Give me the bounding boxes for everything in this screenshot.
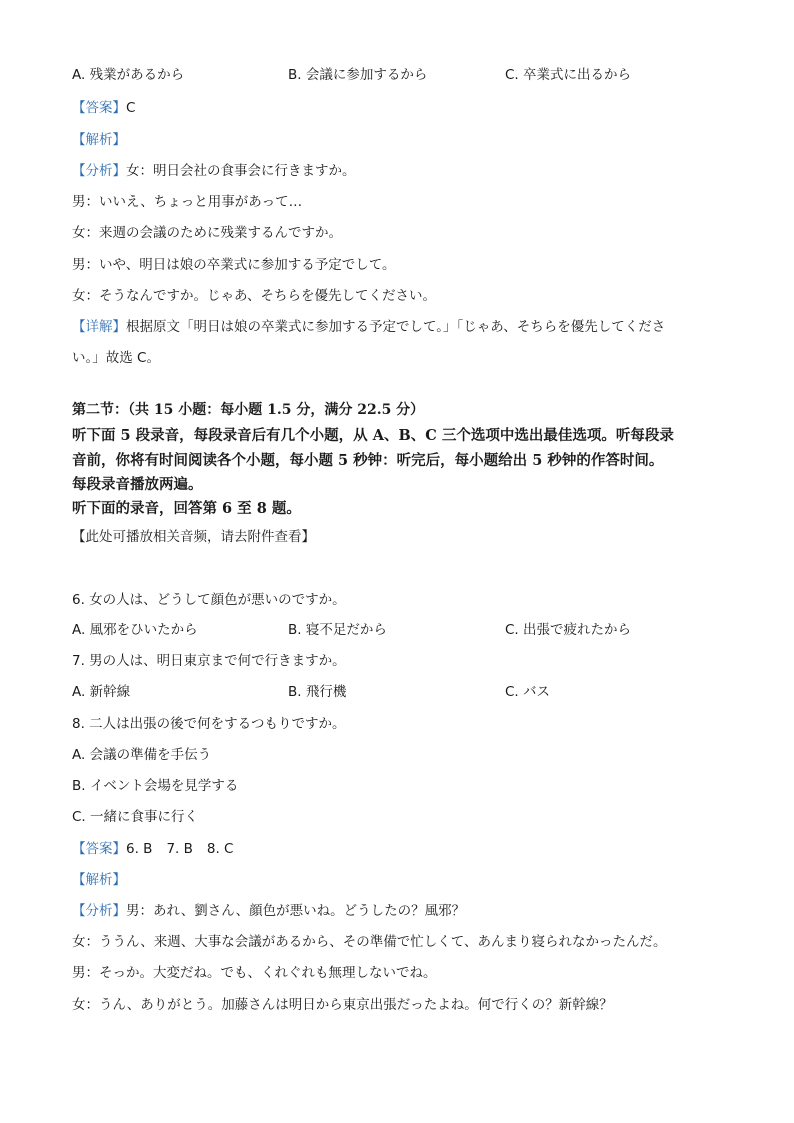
answer-tag: 【答案】: [72, 100, 126, 116]
detail-tag: 【详解】: [72, 319, 126, 335]
detail-text: 根据原文「明日は娘の卒業式に参加する予定でして。」「じゃあ、そちらを優先してくださ: [126, 319, 666, 335]
q5-option-c: C. 卒業式に出るから: [505, 67, 632, 83]
q5-option-a: A. 残業があるから: [72, 67, 185, 83]
section-instruction: 听下面 5 段录音，每段录音后有几个小题，从 A、B、C 三个选项中选出最佳选项。听每段录: [72, 427, 674, 444]
dialogue-line: 男：いや、明日は娘の卒業式に参加する予定でして。: [72, 257, 396, 273]
dialogue-line: 男：いいえ、ちょっと用事があって…: [72, 194, 303, 210]
section-instruction: 听下面的录音，回答第 6 至 8 题。: [72, 500, 301, 517]
answer-7: 7. B: [166, 841, 193, 857]
fenxi-tag: 【分析】: [72, 163, 126, 179]
q7-option-a: A. 新幹線: [72, 684, 131, 700]
dialogue-line: 女：来週の会議のために残業するんですか。: [72, 225, 342, 241]
dialogue-line: 女：うん、ありがとう。加藤さんは明日から東京出張だったよね。何で行くの？新幹線？: [72, 997, 613, 1013]
dialogue-line: 女：そうなんですか。じゃあ、そちらを優先してください。: [72, 288, 436, 304]
q5-option-b: B. 会議に参加するから: [288, 67, 428, 83]
fenxi-text: 男：あれ、劉さん、顔色が悪いね。どうしたの？風邪？: [126, 903, 466, 919]
q8-option-c: C. 一緒に食事に行く: [72, 809, 199, 825]
section-instruction: 音前，你将有时间阅读各个小题，每小题 5 秒钟：听完后，每小题给出 5 秒钟的作答时间。: [72, 452, 664, 469]
analysis-tag: 【解析】: [72, 872, 126, 888]
fenxi-tag: 【分析】: [72, 903, 126, 919]
q7-option-c: C. バス: [505, 684, 551, 700]
fenxi-line: [72, 161, 356, 181]
q8-option-b: B. イベント会場を見学する: [72, 778, 239, 794]
answer-tag: 【答案】: [72, 841, 126, 857]
q7-option-b: B. 飛行機: [288, 684, 347, 700]
q7-stem: 7. 男の人は、明日東京まで何で行きますか。: [72, 653, 346, 669]
section-instruction: 每段录音播放两遍。: [72, 476, 203, 493]
answer-value: C: [126, 100, 136, 116]
analysis-tag: 【解析】: [72, 132, 126, 148]
q8-option-a: A. 会議の準備を手伝う: [72, 747, 212, 763]
answer-8: 8. C: [206, 841, 234, 857]
detail-line: [72, 317, 665, 337]
dialogue-line: 女：ううん、来週、大事な会議があるから、その準備で忙しくて、あんまり寝られなかったんだ。: [72, 934, 667, 950]
dialogue-line: 男：そっか。大変だね。でも、くれぐれも無理しないでね。: [72, 965, 437, 981]
detail-text-continued: い。」故选 C。: [72, 350, 160, 366]
answer-6: 6. B: [126, 841, 153, 857]
section-heading: 第二节：（共 15 小题：每小题 1.5 分，满分 22.5 分）: [72, 402, 425, 418]
answer-line: [72, 98, 135, 118]
q6-option-b: B. 寝不足だから: [288, 622, 387, 638]
q6-stem: 6. 女の人は、どうして顔色が悪いのですか。: [72, 592, 346, 608]
audio-note: 【此处可播放相关音频，请去附件查看】: [72, 529, 315, 545]
q8-stem: 8. 二人は出張の後で何をするつもりですか。: [72, 716, 346, 732]
q6-option-a: A. 風邪をひいたから: [72, 622, 198, 638]
q6-option-c: C. 出張で疲れたから: [505, 622, 632, 638]
answer-line: [72, 839, 233, 859]
fenxi-line: [72, 901, 465, 921]
fenxi-text: 女：明日会社の食事会に行きますか。: [126, 163, 356, 179]
